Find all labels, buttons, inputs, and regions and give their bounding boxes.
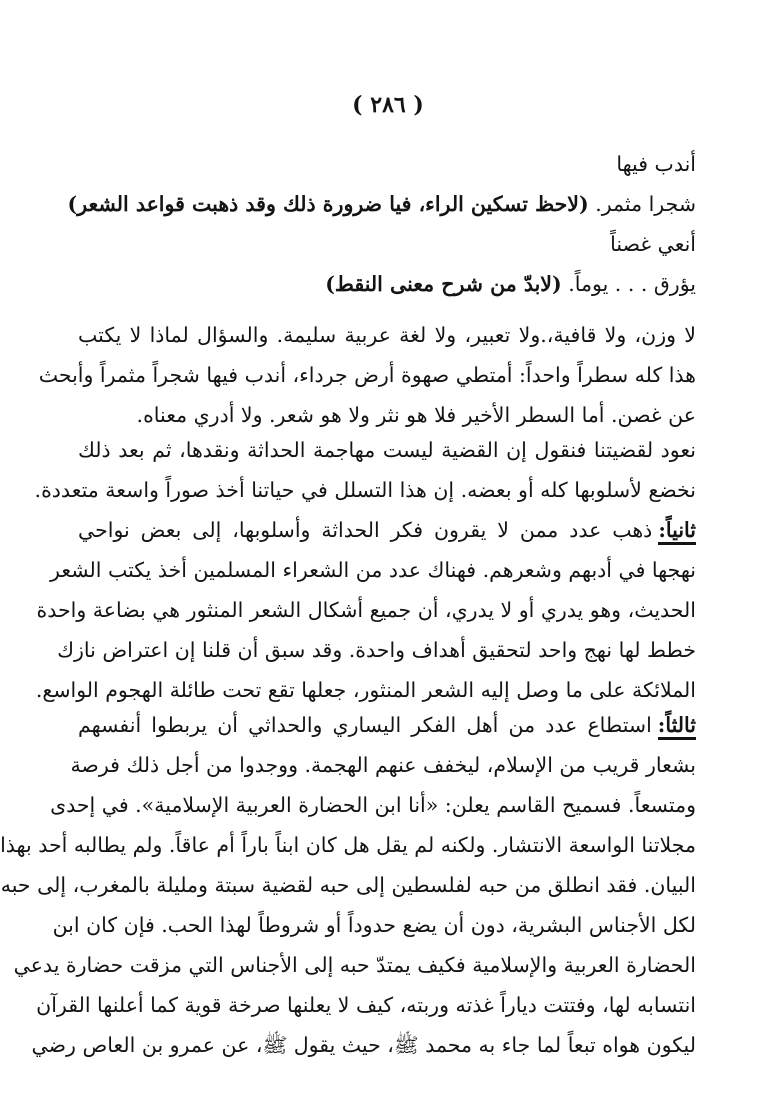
paragraph-line: لا وزن، ولا قافية،.ولا تعبير، ولا لغة عربية سليمة. والسؤال لماذا لا يكتب	[78, 323, 696, 347]
page-number-value: ٢٨٦	[370, 92, 406, 118]
poem-line-4-note: (لابدّ من شرح معنى النقط)	[325, 272, 562, 296]
paragraph-line: مجلاتنا الواسعة الانتشار. ولكنه لم يقل هل كان ابناً باراً أم عاقاً. ولم يطالبه أحد بهذا	[0, 833, 696, 857]
paragraph-line	[78, 510, 696, 550]
paragraph-line: نخضع لأسلوبها كله أو بعضه. إن هذا التسلل في حياتنا أخذ صوراً واسعة متعددة.	[34, 478, 696, 502]
poem-line-1	[78, 144, 696, 184]
poem-excerpt	[67, 144, 696, 304]
paragraph-line: ومتسعاً. فسميح القاسم يعلن: «أنا ابن الحضارة العربية الإسلامية». في إحدى	[50, 793, 696, 817]
paragraph-line: لكل الأجناس البشرية، دون أن يضع حدوداً أو شروطاً لهذا الحب. فإن كان ابن	[52, 913, 696, 937]
section-ordinal-second: ثانياً:	[658, 518, 696, 545]
paragraph-line: خطط لها نهج واحد لتحقيق أهداف واحدة. وقد سبق أن قلنا إن اعتراض نازك	[57, 638, 696, 662]
page-number	[18, 92, 758, 118]
paragraph-line: انتسابه لها، وفتتت دياراً غذته وربته، كيف لا يعلنها صرخة قوية كما أعلنها القرآن	[36, 993, 696, 1017]
paragraph-line: الحضارة العربية والإسلامية فكيف يمتدّ حبه إلى الأجناس التي مزقت حضارة يدعي	[13, 953, 696, 977]
paragraph-1	[38, 315, 696, 435]
poem-line-3	[78, 224, 696, 264]
poem-line-2	[67, 184, 696, 224]
poem-line-4-text: يؤرق . . . يوماً.	[568, 272, 696, 296]
paragraph-line: هذا كله سطراً واحداً: أمتطي صهوة أرض جرداء، أندب فيها شجراً مثمراً وأبحث	[38, 363, 696, 387]
paragraph-line: الحديث، وهو يدري أو لا يدري، أن جميع أشكال الشعر المنثور هي بضاعة واحدة	[36, 598, 696, 622]
paragraph-line-text: استطاع عدد من أهل الفكر اليساري والحداثي أن يربطوا أنفسهم	[78, 713, 652, 737]
paragraph-4	[0, 705, 696, 1065]
paragraph-3	[35, 510, 696, 710]
section-ordinal-third: ثالثاً:	[658, 713, 696, 740]
paragraph-line: نهجها في أدبهم وشعرهم. فهناك عدد من الشعراء المسلمين أخذ يكتب الشعر	[50, 558, 696, 582]
paragraph-line: الملائكة على ما وصل إليه الشعر المنثور، جعلها تقع تحت طائلة الهجوم الواسع.	[35, 678, 696, 702]
paragraph-line: البيان. فقد انطلق من حبه لفلسطين إلى حبه لقضية سبتة ومليلة بالمغرب، إلى حبه	[0, 873, 696, 897]
paragraph-line: بشعار قريب من الإسلام، ليخفف عنهم الهجمة. ووجدوا من أجل ذلك فرصة	[70, 753, 696, 777]
page-number-open-paren: (	[413, 92, 424, 118]
paragraph-2	[34, 430, 696, 510]
paragraph-line	[78, 705, 696, 745]
page-number-close-paren: )	[352, 92, 363, 118]
poem-line-2-note: (لاحظ تسكين الراء، فيا ضرورة ذلك وقد ذهبت قواعد الشعر)	[67, 192, 589, 216]
poem-line-1-text: أندب فيها	[616, 152, 696, 176]
poem-line-3-text: أنعي غصناً	[610, 232, 696, 256]
paragraph-line-text: ذهب عدد ممن لا يقرون فكر الحداثة وأسلوبها، إلى بعض نواحي	[78, 518, 653, 542]
poem-line-4	[78, 264, 696, 304]
paragraph-line: ليكون هواه تبعاً لما جاء به محمد ﷺ، حيث يقول ﷺ، عن عمرو بن العاص رضي	[31, 1033, 696, 1057]
paragraph-line: عن غصن. أما السطر الأخير فلا هو نثر ولا هو شعر. ولا أدري معناه.	[136, 403, 696, 427]
paragraph-line: نعود لقضيتنا فنقول إن القضية ليست مهاجمة الحداثة ونقدها، ثم بعد ذلك	[78, 438, 696, 462]
poem-line-2-text: شجرا مثمر.	[595, 192, 696, 216]
